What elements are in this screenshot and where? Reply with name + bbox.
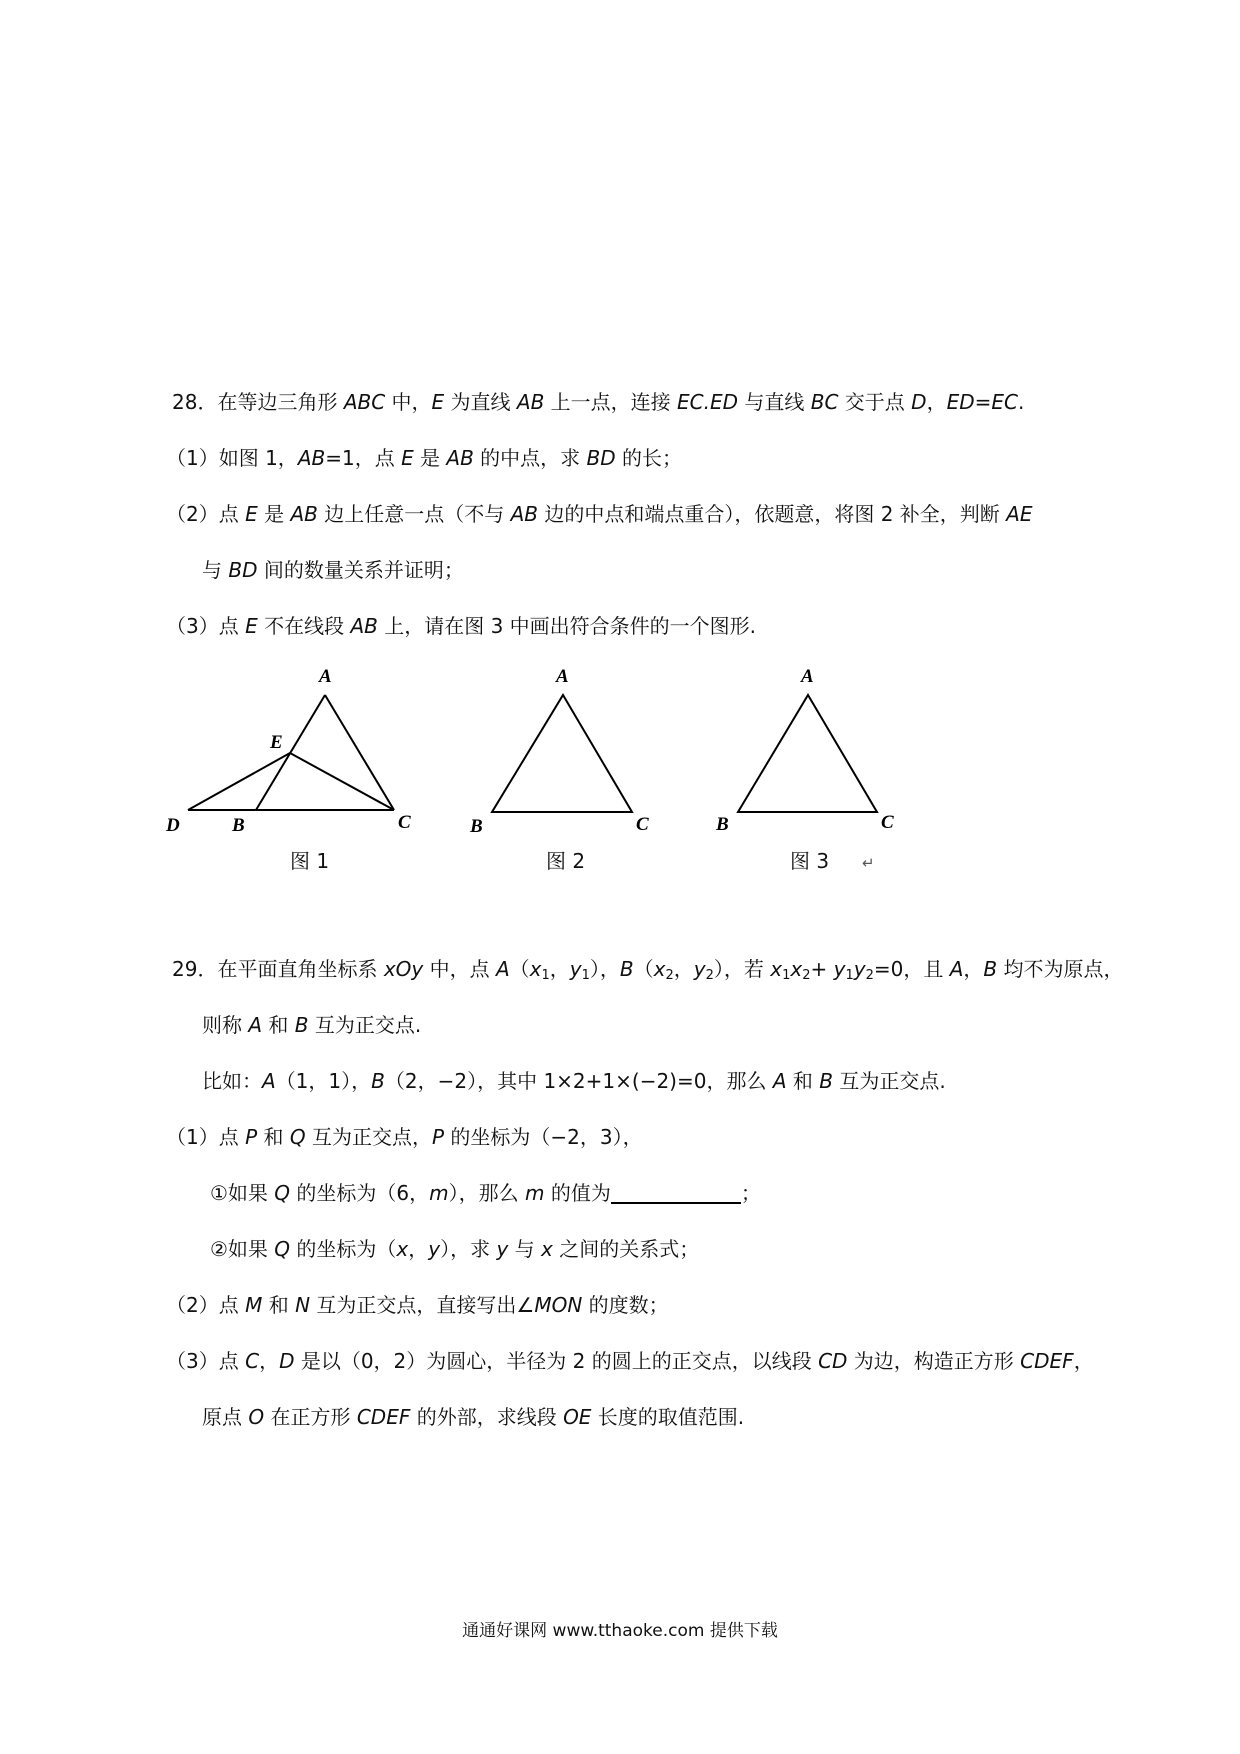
math-var: OE (563, 1405, 592, 1429)
text-run: 中，点 (423, 957, 496, 981)
math-var: CD (818, 1349, 848, 1373)
text-run: ），那么 (448, 1181, 525, 1205)
subscript: 1 (845, 968, 854, 983)
q28-part3 (166, 612, 756, 640)
text-run: 和 (262, 1293, 296, 1317)
text-run: 比如： (202, 1069, 262, 1093)
text-run: ②如果 (210, 1237, 275, 1261)
q28-number: 28． (172, 390, 218, 414)
q29-example (202, 1067, 946, 1095)
text-run: 边的中点和端点重合），依题意，将图 2 补全，判断 (537, 502, 1007, 526)
math-var: M (245, 1293, 263, 1317)
text-run: ， (408, 1237, 429, 1261)
text-run: 在正方形 (264, 1405, 357, 1429)
fig2-label-a: A (556, 666, 569, 687)
math-var: AB (290, 502, 318, 526)
subscript: 2 (665, 968, 674, 983)
text-run: 则称 (202, 1013, 249, 1037)
text-run: （1，1）， (275, 1069, 372, 1093)
q29-part1-a (210, 1179, 761, 1207)
text-run: 与 (508, 1237, 542, 1261)
text-run: 的坐标为（ (290, 1237, 397, 1261)
math-var: B (983, 957, 998, 981)
math-var: D (279, 1349, 295, 1373)
subscript: 2 (865, 968, 874, 983)
q29-stem-line2 (202, 1011, 421, 1039)
fig1-label-a: A (319, 666, 332, 687)
fig2-label-c: C (636, 814, 649, 835)
math-var: E (245, 614, 258, 638)
math-var: A (248, 1013, 263, 1037)
text-run: 的坐标为（−2，3）， (444, 1125, 643, 1149)
text-run: 的长； (615, 446, 683, 470)
math-var: y (693, 957, 706, 981)
math-var: AB (510, 502, 538, 526)
text-run: 均不为原点， (997, 957, 1124, 981)
text-run: ），若 (713, 957, 771, 981)
math-var: N (295, 1293, 311, 1317)
text-run: ， (673, 957, 694, 981)
return-mark: ↵ (862, 854, 875, 872)
math-var: Q (274, 1181, 291, 1205)
text-run: ， (549, 957, 570, 981)
figure-3-caption: 图 3 (790, 849, 830, 873)
text-run: ①如果 (210, 1181, 275, 1205)
fig1-label-e: E (270, 732, 283, 753)
math-var: B (294, 1013, 309, 1037)
text-run: （ (633, 957, 654, 981)
math-var: P (431, 1125, 445, 1149)
text-run: + (810, 957, 834, 981)
text-run: 的中点，求 (473, 446, 587, 470)
text-run: . (1017, 390, 1025, 414)
math-var: x (529, 957, 542, 981)
math-var: y (569, 957, 582, 981)
text-run: 间的数量关系并证明； (257, 558, 464, 582)
text-run: 与直线 (738, 390, 811, 414)
fig1-label-c: C (398, 812, 411, 833)
text-run: 原点 (202, 1405, 249, 1429)
text-run: 在等边三角形 (217, 390, 344, 414)
text-run: 的值为 (544, 1181, 611, 1205)
text-run: 是 (413, 446, 447, 470)
text-run: 在平面直角坐标系 (217, 957, 384, 981)
text-run: 上，请在图 3 中画出符合条件的一个图形. (377, 614, 757, 638)
text-run: （2）点 (166, 1293, 246, 1317)
math-var: Q (289, 1125, 306, 1149)
figure-1 (165, 666, 411, 836)
fig3-label-b: B (716, 814, 729, 835)
text-run: 之间的关系式； (552, 1237, 700, 1261)
math-var: AB (516, 390, 545, 414)
text-run: （ (509, 957, 530, 981)
subscript: 2 (802, 968, 811, 983)
text-run: 互为正交点. (308, 1013, 422, 1037)
text-run: =1，点 (325, 446, 402, 470)
q29-stem-text (217, 957, 1123, 981)
text-run: 是 (257, 502, 291, 526)
q28-figures (0, 660, 1240, 880)
figure-2 (469, 666, 649, 837)
math-var: BD (586, 446, 616, 470)
answer-blank (611, 1180, 741, 1204)
q29-part2 (166, 1291, 669, 1319)
math-var: A (262, 1069, 276, 1093)
text-run: 和 (257, 1125, 290, 1149)
math-var: B (819, 1069, 833, 1093)
math-var: ABC (343, 390, 386, 414)
math-var: y (833, 957, 846, 981)
text-run: 不在线段 (257, 614, 351, 638)
subscript: 1 (581, 968, 590, 983)
text-run: （2）点 (166, 502, 246, 526)
math-var: CDEF (1020, 1349, 1074, 1373)
math-var: AE (1006, 502, 1033, 526)
text-run: ， (926, 390, 947, 414)
text-run: 中， (385, 390, 432, 414)
text-run: 互为正交点，直接写出∠ (310, 1293, 535, 1317)
math-var: CDEF (356, 1405, 411, 1429)
math-var: y (853, 957, 866, 981)
subscript: 2 (705, 968, 714, 983)
q29-part3-line2 (202, 1403, 744, 1431)
text-run: ）， (589, 957, 620, 981)
math-var: AB (350, 614, 378, 638)
q28-stem (172, 388, 1024, 416)
text-run: （1）如图 1， (166, 446, 298, 470)
text-run: 为边，构造正方形 (847, 1349, 1021, 1373)
math-var: ED=EC (946, 390, 1018, 414)
fig2-label-b: B (470, 816, 483, 837)
figure-3 (715, 666, 894, 835)
q28-stem-text (217, 390, 1024, 414)
q29-part1 (166, 1123, 643, 1151)
math-var: MON (534, 1293, 583, 1317)
text-run: 与 (202, 558, 229, 582)
math-var: x (396, 1237, 409, 1261)
math-var: A (495, 957, 510, 981)
page-footer: 通通好课网 www.tthaoke.com 提供下载 (462, 1621, 778, 1641)
text-run: ， (1073, 1349, 1094, 1373)
text-run: 是以（0，2）为圆心，半径为 2 的圆上的正交点，以线段 (294, 1349, 819, 1373)
q28-part1 (166, 444, 682, 472)
text-run: 的度数； (582, 1293, 669, 1317)
text-run: 的外部，求线段 (410, 1405, 564, 1429)
subscript: 1 (782, 968, 791, 983)
text-run: 的坐标为（6， (290, 1181, 430, 1205)
q29-number: 29． (172, 957, 218, 981)
text-run: （3）点 (166, 614, 246, 638)
q29-stem-line1 (172, 955, 1123, 983)
math-var: A (949, 957, 964, 981)
text-run: 交于点 (838, 390, 912, 414)
text-run: （2，−2），其中 1×2+1×(−2)=0，那么 (384, 1069, 773, 1093)
math-var: x (541, 1237, 553, 1261)
text-run: 上一点，连接 (544, 390, 678, 414)
text-run: ； (740, 1181, 761, 1205)
math-var: AB (297, 446, 326, 470)
math-var: P (245, 1125, 258, 1149)
fig3-label-a: A (801, 666, 814, 687)
math-var: xOy (383, 957, 424, 981)
text-run: 和 (786, 1069, 820, 1093)
text-run: =0，且 (873, 957, 950, 981)
text-run: 和 (262, 1013, 295, 1037)
math-var: x (653, 957, 666, 981)
math-var: E (401, 446, 414, 470)
math-var: D (911, 390, 927, 414)
text-run: ， (963, 957, 984, 981)
text-run: ， (259, 1349, 280, 1373)
math-var: B (371, 1069, 385, 1093)
text-run: 互为正交点. (832, 1069, 946, 1093)
q28-part2-line1 (166, 500, 1032, 528)
fig1-label-b: B (232, 815, 245, 836)
q29-part3-line1 (166, 1347, 1094, 1375)
q28-part2-line2 (202, 556, 464, 584)
math-var: x (790, 957, 803, 981)
math-var: C (245, 1349, 260, 1373)
math-var: BD (228, 558, 258, 582)
text-run: （3）点 (166, 1349, 246, 1373)
text-run: ），求 (440, 1237, 497, 1261)
figure-1-caption: 图 1 (290, 849, 330, 873)
math-var: Q (274, 1237, 291, 1261)
q29-part1-b (210, 1235, 699, 1263)
math-var: m (524, 1181, 545, 1205)
math-var: x (770, 957, 783, 981)
math-var: AB (446, 446, 474, 470)
subscript: 1 (541, 968, 550, 983)
text-run: （1）点 (166, 1125, 246, 1149)
math-var: O (248, 1405, 265, 1429)
math-var: BC (810, 390, 839, 414)
math-var: B (619, 957, 634, 981)
fig3-label-c: C (881, 812, 894, 833)
text-run: 长度的取值范围. (591, 1405, 745, 1429)
text-run: 边上任意一点（不与 (317, 502, 511, 526)
fig1-label-d: D (166, 815, 180, 836)
text-run: 互为正交点， (305, 1125, 432, 1149)
figure-2-caption: 图 2 (546, 849, 586, 873)
math-var: EC.ED (677, 390, 739, 414)
math-var: E (245, 502, 258, 526)
math-var: E (431, 390, 445, 414)
text-run: 为直线 (444, 390, 517, 414)
math-var: m (429, 1181, 449, 1205)
math-var: y (428, 1237, 441, 1261)
math-var: A (772, 1069, 787, 1093)
math-var: y (496, 1237, 509, 1261)
